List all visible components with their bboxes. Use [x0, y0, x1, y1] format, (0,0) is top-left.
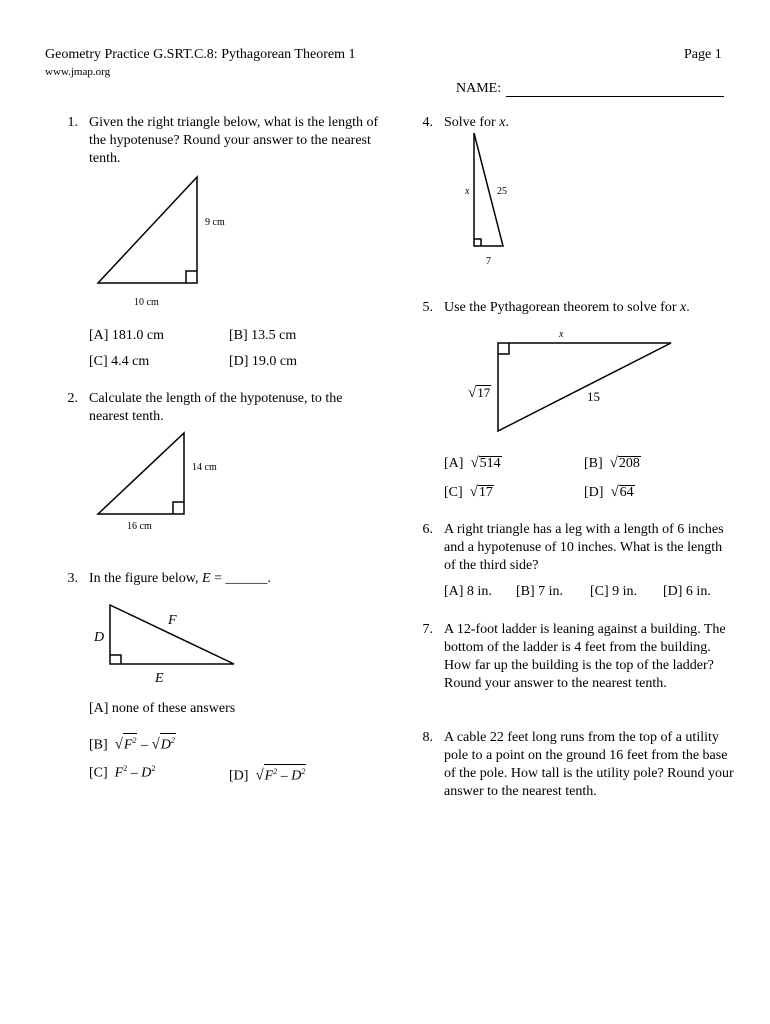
question-number: 3.: [67, 571, 78, 586]
q1-choice-c[interactable]: [C] 4.4 cm: [89, 354, 150, 369]
q3-label-f: F: [168, 613, 177, 628]
q2-side-label: 14 cm: [192, 462, 217, 473]
q3-label-e: E: [155, 671, 164, 686]
question-number: 5.: [422, 300, 433, 315]
q1-choice-b[interactable]: [B] 13.5 cm: [229, 328, 297, 343]
q3-choice-c[interactable]: [C] $F^2 - D^2$: [89, 764, 156, 781]
q6-choice-a[interactable]: [A] 8 in.: [444, 584, 492, 599]
q5-label-hyp: 15: [587, 389, 600, 404]
question-number: 7.: [422, 622, 433, 637]
question-number: 2.: [67, 391, 78, 406]
q1-choice-a[interactable]: [A] 181.0 cm: [89, 328, 165, 343]
q4-label-base: 7: [486, 256, 491, 267]
q4-label-x: x: [465, 186, 470, 197]
q4-label-hyp: 25: [497, 186, 507, 197]
question-text: Given the right triangle below, what is the length of the hypotenuse? Round your answer to the nearest tenth.: [89, 115, 379, 166]
question-text: A right triangle has a leg with a length of 6 inches and a hypotenuse of 10 inches. What is the length of the third side?: [444, 522, 724, 573]
question-number: 6.: [422, 522, 433, 537]
website-link[interactable]: www.jmap.org: [45, 66, 111, 78]
q5-choice-d[interactable]: [D] √64: [584, 484, 634, 500]
question-text: A 12-foot ladder is leaning against a building. The bottom of the ladder is 4 feet from the building. How far up the building is the top of the ladder? Round your answer to the nearest tenth.: [444, 622, 726, 691]
question-text: In the figure below, E = ______.: [89, 571, 271, 586]
q5-label-side: √17: [468, 385, 491, 401]
q3-choice-b[interactable]: [B] $√F^2 - √D^2$: [89, 733, 176, 754]
q3-choice-d[interactable]: [D] $√F^2 - D^2$: [229, 764, 306, 785]
q6-choice-b[interactable]: [B] 7 in.: [516, 584, 564, 599]
q6-choice-c[interactable]: [C] 9 in.: [590, 584, 638, 599]
question-number: 4.: [422, 115, 433, 130]
q1-base-label: 10 cm: [134, 297, 159, 308]
q5-label-x: x: [559, 329, 564, 340]
page-number: Page 1: [684, 47, 722, 62]
q5-choice-a[interactable]: [A] √514: [444, 455, 501, 471]
q1-choice-d[interactable]: [D] 19.0 cm: [229, 354, 298, 369]
q5-choice-c[interactable]: [C] √17: [444, 484, 493, 500]
q5-choice-b[interactable]: [B] √208: [584, 455, 640, 471]
question-number: 1.: [67, 115, 78, 130]
question-number: 8.: [422, 730, 433, 745]
question-text: Solve for x.: [444, 115, 509, 130]
question-text: Use the Pythagorean theorem to solve for x.: [444, 300, 690, 315]
q6-choice-d[interactable]: [D] 6 in.: [663, 584, 711, 599]
q3-label-d: D: [94, 630, 105, 645]
name-label: NAME:: [456, 81, 502, 96]
question-text: Calculate the length of the hypotenuse, to the nearest tenth.: [89, 391, 343, 424]
q3-choice-a[interactable]: [A] none of these answers: [89, 701, 236, 716]
question-text: A cable 22 feet long runs from the top of a utility pole to a point on the ground 16 feet from the base of the pole. How tall is the utility pole? Round your answer to the nearest tenth.: [444, 730, 734, 799]
worksheet-title: Geometry Practice G.SRT.C.8: Pythagorean Theorem 1: [45, 47, 356, 62]
q1-side-label: 9 cm: [205, 217, 225, 228]
q2-base-label: 16 cm: [127, 521, 152, 532]
